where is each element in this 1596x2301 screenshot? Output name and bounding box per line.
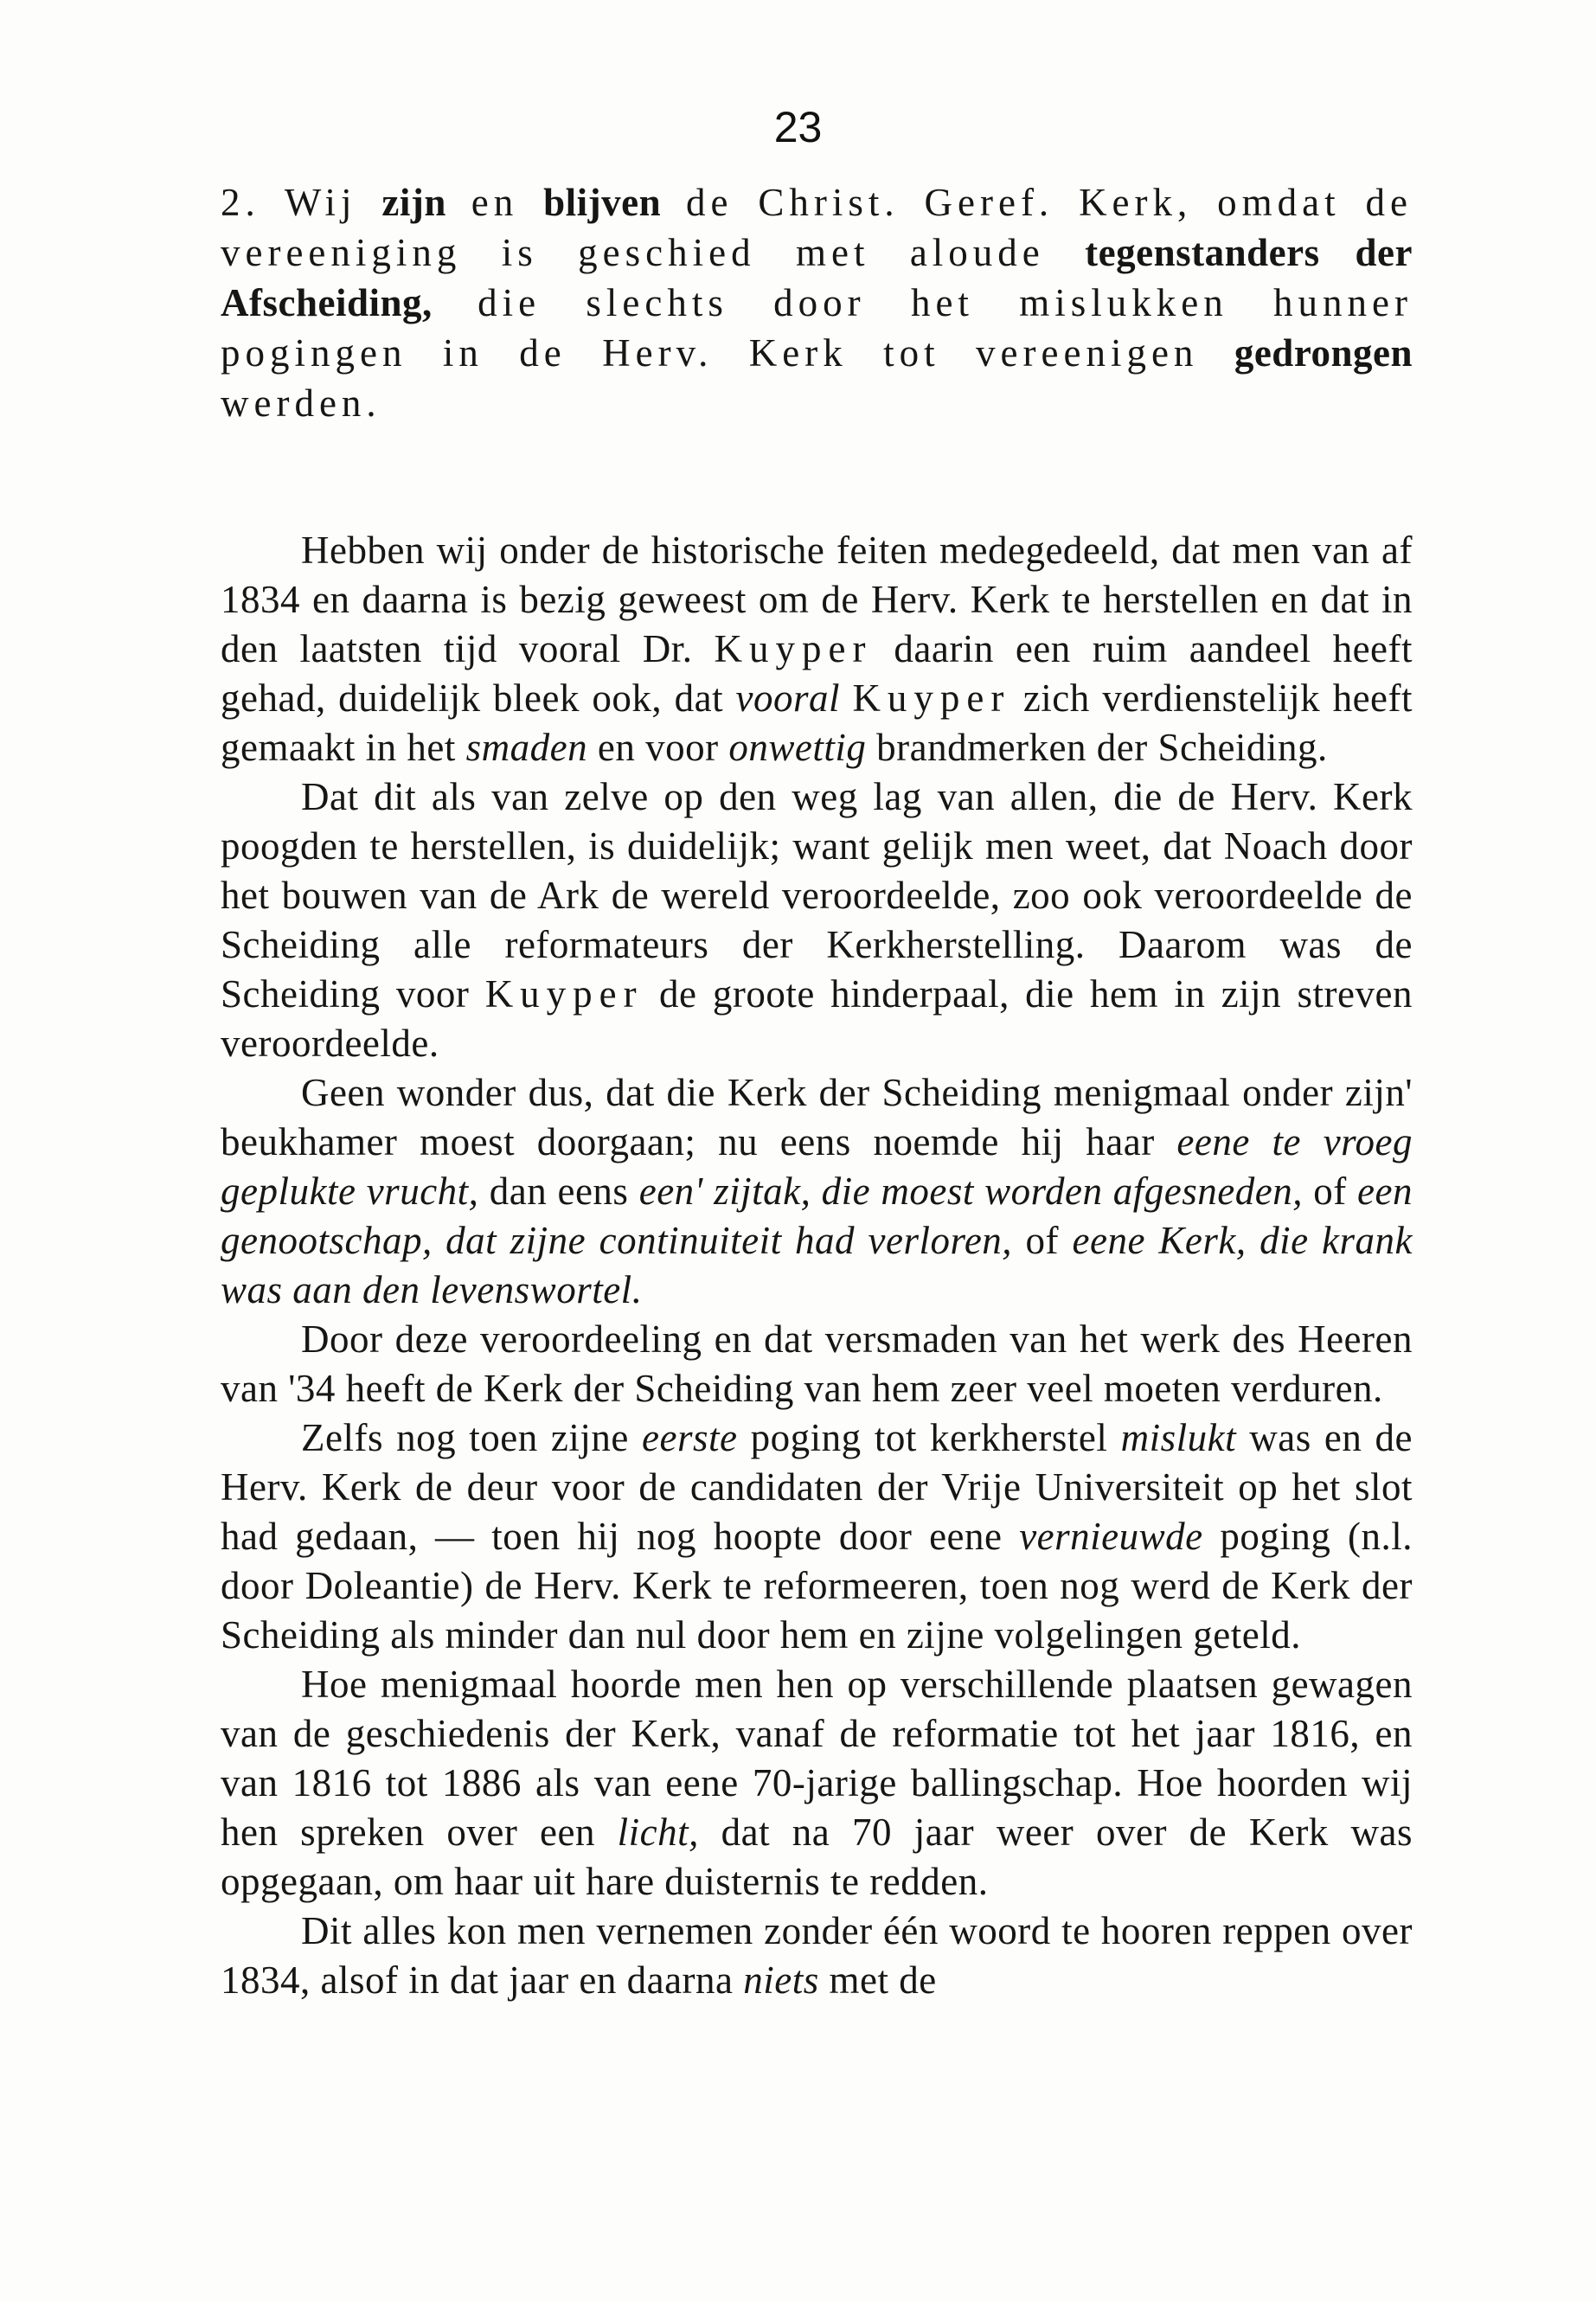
paragraph (221, 1660, 1413, 1907)
run: de Christ. Geref. Kerk, omdat de vereeniging is geschied met aloude (221, 181, 1413, 274)
run: de groote hinderpaal, die hem in zijn streven veroordeelde. (221, 972, 1413, 1065)
run: Door deze veroordeeling en dat versmaden van het werk des Heeren van '34 heeft de Kerk der Scheiding van hem zeer veel moeten verduren. (221, 1317, 1413, 1410)
run: niets (743, 1958, 819, 2002)
run: Hebben wij onder de historische feiten medegedeeld, dat men van af 1834 en daarna is bezig geweest om de Herv. Kerk te herstellen en dat in den laatsten tijd vooral Dr. (221, 529, 1413, 670)
run: vooral (735, 676, 840, 720)
run: Kuyper (852, 676, 1011, 720)
run: onwettig (728, 726, 867, 769)
run: licht, (617, 1811, 699, 1854)
run: blijven (543, 181, 662, 224)
paragraph (221, 772, 1413, 1068)
body-text (221, 526, 1413, 2005)
run: werden. (221, 381, 381, 425)
numbered-paragraph (221, 177, 1413, 428)
run: eerste (642, 1416, 738, 1459)
run: eene Kerk, die krank was aan den levenswortel. (221, 1219, 1413, 1311)
run: smaden (465, 726, 588, 769)
paragraph (221, 1068, 1413, 1315)
run: die slechts door het mislukken hunner pogingen in de Herv. Kerk tot vereenigen (221, 281, 1413, 375)
run: Dat dit als van zelve op den weg lag van allen, die de Herv. Kerk poogden te herstellen, is duidelijk; want gelijk men weet, dat Noach door het bouwen van de Ark de wereld veroordeelde, zoo ook veroordeelde de Scheiding alle reformateurs der Kerkherstelling. Daarom was de Scheiding voor (221, 775, 1413, 1016)
run: Geen wonder dus, dat die Kerk der Scheiding menigmaal onder zijn' beukhamer moest doorgaan; nu eens noemde hij haar (221, 1071, 1413, 1163)
run (840, 676, 852, 720)
run: Zelfs nog toen zijne (301, 1416, 643, 1459)
run: Dit alles kon men vernemen zonder één woord te hooren reppen over 1834, alsof in dat jaar en daarna (221, 1909, 1413, 2002)
paragraph (221, 526, 1413, 772)
run: dat na 70 jaar weer over de Kerk was opgegaan, om haar uit hare duisternis te redden. (221, 1811, 1413, 1903)
run: vernieuwde (1019, 1515, 1203, 1558)
run: tegenstanders der Afscheiding, (221, 231, 1413, 324)
run: Kuyper (484, 972, 644, 1016)
run: brandmerken der Scheiding. (866, 726, 1328, 769)
run: met de (818, 1958, 937, 2002)
run: een' zijtak, die moest worden afgesneden, (638, 1170, 1303, 1213)
run: poging (n.l. door Doleantie) de Herv. Kerk te reformeeren, toen nog werd de Kerk der Scheiding als minder dan nul door hem en zijne volgelingen geteld. (221, 1515, 1413, 1657)
run: en voor (587, 726, 729, 769)
run: poging tot kerkherstel (737, 1416, 1121, 1459)
run: mislukt (1120, 1416, 1237, 1459)
run: of (1012, 1219, 1073, 1262)
run: zich verdienstelijk heeft gemaakt in het (221, 676, 1413, 769)
paragraph (221, 1413, 1413, 1660)
run: Hoe menigmaal hoorde men hen op verschillende plaatsen gewagen van de geschiedenis der Kerk, vanaf de reformatie tot het jaar 1816, en van 1816 tot 1886 als van eene 70-jarige ballingschap. Hoe hoorden wij hen spreken over een (221, 1663, 1413, 1854)
run: gedrongen (1234, 331, 1413, 375)
run: was en de Herv. Kerk de deur voor de candidaten der Vrije Universiteit op het slot had gedaan, — toen hij nog hoopte door eene (221, 1416, 1413, 1558)
run: 2. Wij (221, 181, 382, 224)
run: eene te vroeg geplukte vrucht, (221, 1120, 1413, 1213)
paragraph (221, 1315, 1413, 1413)
run: Kuyper (714, 627, 873, 670)
page-number: 23 (773, 103, 823, 151)
run: een genootschap, dat zijne continuiteit had verloren, (221, 1170, 1413, 1262)
run: dan eens (478, 1170, 639, 1213)
run: of (1302, 1170, 1358, 1213)
run: en (445, 181, 544, 224)
run: zijn (381, 181, 446, 224)
paragraph (221, 1907, 1413, 2005)
run: daarin een ruim aandeel heeft gehad, duidelijk bleek ook, dat (221, 627, 1413, 720)
